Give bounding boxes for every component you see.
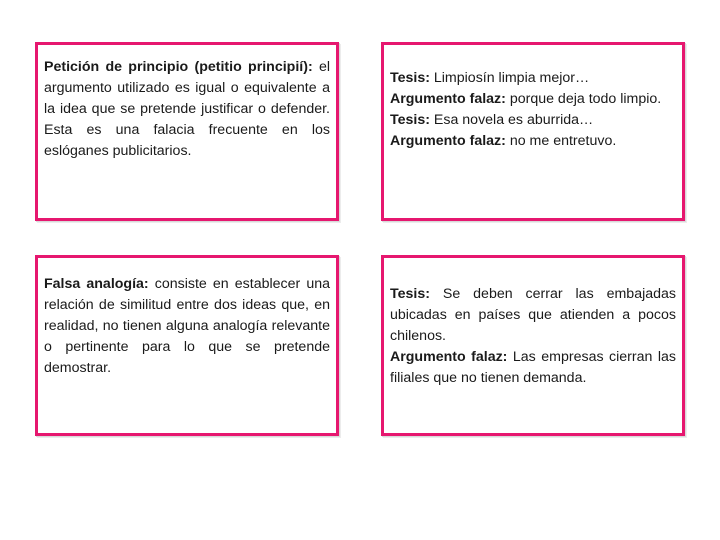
example-1-argumento bbox=[390, 89, 676, 110]
argumento-label: Argumento falaz: bbox=[390, 349, 508, 365]
example-2-argumento bbox=[390, 131, 676, 152]
tesis-label: Tesis: bbox=[390, 70, 430, 86]
argumento-label: Argumento falaz: bbox=[390, 91, 506, 107]
tesis-label: Tesis: bbox=[390, 112, 430, 128]
argumento-text: porque deja todo limpio. bbox=[505, 91, 662, 107]
tesis-label: Tesis: bbox=[390, 286, 430, 302]
term-label: Petición de principio (petitio principií): bbox=[44, 59, 313, 75]
definition-card-petitio bbox=[35, 42, 339, 221]
argumento-text: no me entretuvo. bbox=[505, 133, 617, 149]
tesis-text: Se deben cerrar las embajadas ubicadas en países que atienden a pocos chilenos. bbox=[390, 286, 676, 344]
argumento-label: Argumento falaz: bbox=[390, 133, 506, 149]
tesis-text: Limpiosín limpia mejor… bbox=[429, 70, 590, 86]
definition-text bbox=[44, 274, 330, 379]
example-card-petitio bbox=[381, 42, 685, 221]
definition-body: el argumento utilizado es igual o equivalente a la idea que se pretende justificar o defender. Esta es una falacia frecuente en los eslóganes publicitarios. bbox=[44, 59, 330, 159]
definition-body: consiste en establecer una relación de similitud entre dos ideas que, en realidad, no tienen alguna analogía relevante o pertinente para lo que se pretende demostrar. bbox=[44, 276, 330, 376]
example-1-tesis bbox=[390, 284, 676, 347]
example-card-falsa-analogia bbox=[381, 255, 685, 436]
example-1-argumento bbox=[390, 347, 676, 389]
term-label: Falsa analogía: bbox=[44, 276, 149, 292]
tesis-text: Esa novela es aburrida… bbox=[429, 112, 594, 128]
definition-text bbox=[44, 57, 330, 162]
argumento-text: Las empresas cierran las filiales que no tienen demanda. bbox=[390, 349, 677, 386]
example-2-tesis bbox=[390, 110, 676, 131]
example-1-tesis bbox=[390, 68, 676, 89]
definition-card-falsa-analogia bbox=[35, 255, 339, 436]
